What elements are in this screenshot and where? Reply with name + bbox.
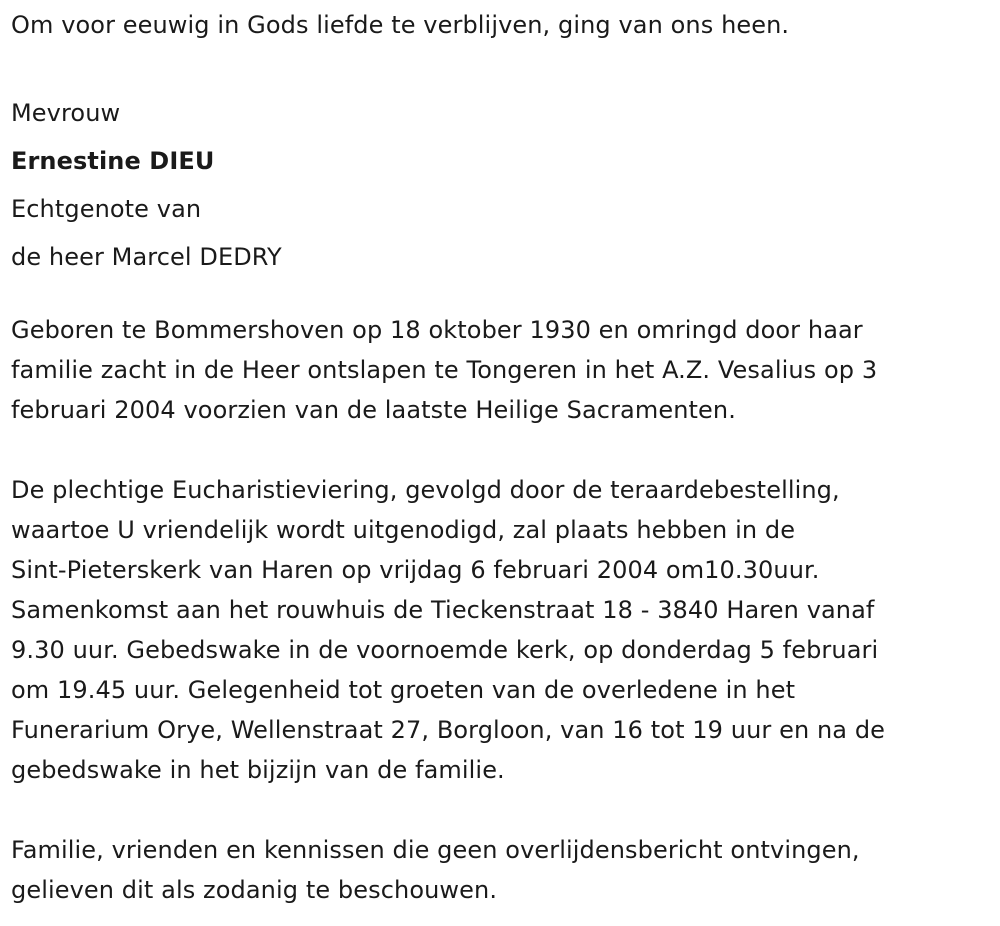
paragraph-line: familie zacht in de Heer ontslapen te Tongeren in het A.Z. Vesalius op 3 <box>11 356 878 384</box>
relation-line-2: de heer Marcel DEDRY <box>11 243 282 271</box>
relation-line-1: Echtgenote van <box>11 195 202 223</box>
deceased-block <box>11 89 282 281</box>
paragraph-line: 9.30 uur. Gebedswake in de voornoemde kerk, op donderdag 5 februari <box>11 636 879 664</box>
ceremony-paragraph <box>11 470 885 790</box>
intro-text <box>11 10 789 40</box>
paragraph-line: Sint-Pieterskerk van Haren op vrijdag 6 februari 2004 om10.30uur. <box>11 556 820 584</box>
paragraph-line: De plechtige Eucharistieviering, gevolgd door de teraardebestelling, <box>11 476 840 504</box>
paragraph-line: gebedswake in het bijzijn van de familie. <box>11 756 505 784</box>
paragraph-line: gelieven dit als zodanig te beschouwen. <box>11 876 498 904</box>
paragraph-line: Samenkomst aan het rouwhuis de Tieckenstraat 18 - 3840 Haren vanaf <box>11 596 875 624</box>
intro-line: Om voor eeuwig in Gods liefde te verblijven, ging van ons heen. <box>11 11 790 39</box>
paragraph-line: waartoe U vriendelijk wordt uitgenodigd, zal plaats hebben in de <box>11 516 796 544</box>
deceased-name: Ernestine DIEU <box>11 147 215 175</box>
birth-death-paragraph <box>11 310 877 430</box>
paragraph-line: februari 2004 voorzien van de laatste Heilige Sacramenten. <box>11 396 736 424</box>
honorific: Mevrouw <box>11 99 121 127</box>
paragraph-line: Geboren te Bommershoven op 18 oktober 1930 en omringd door haar <box>11 316 863 344</box>
paragraph-line: Funerarium Orye, Wellenstraat 27, Borgloon, van 16 tot 19 uur en na de <box>11 716 886 744</box>
paragraph-line: om 19.45 uur. Gelegenheid tot groeten van de overledene in het <box>11 676 796 704</box>
closing-paragraph <box>11 830 860 910</box>
paragraph-line: Familie, vrienden en kennissen die geen overlijdensbericht ontvingen, <box>11 836 860 864</box>
